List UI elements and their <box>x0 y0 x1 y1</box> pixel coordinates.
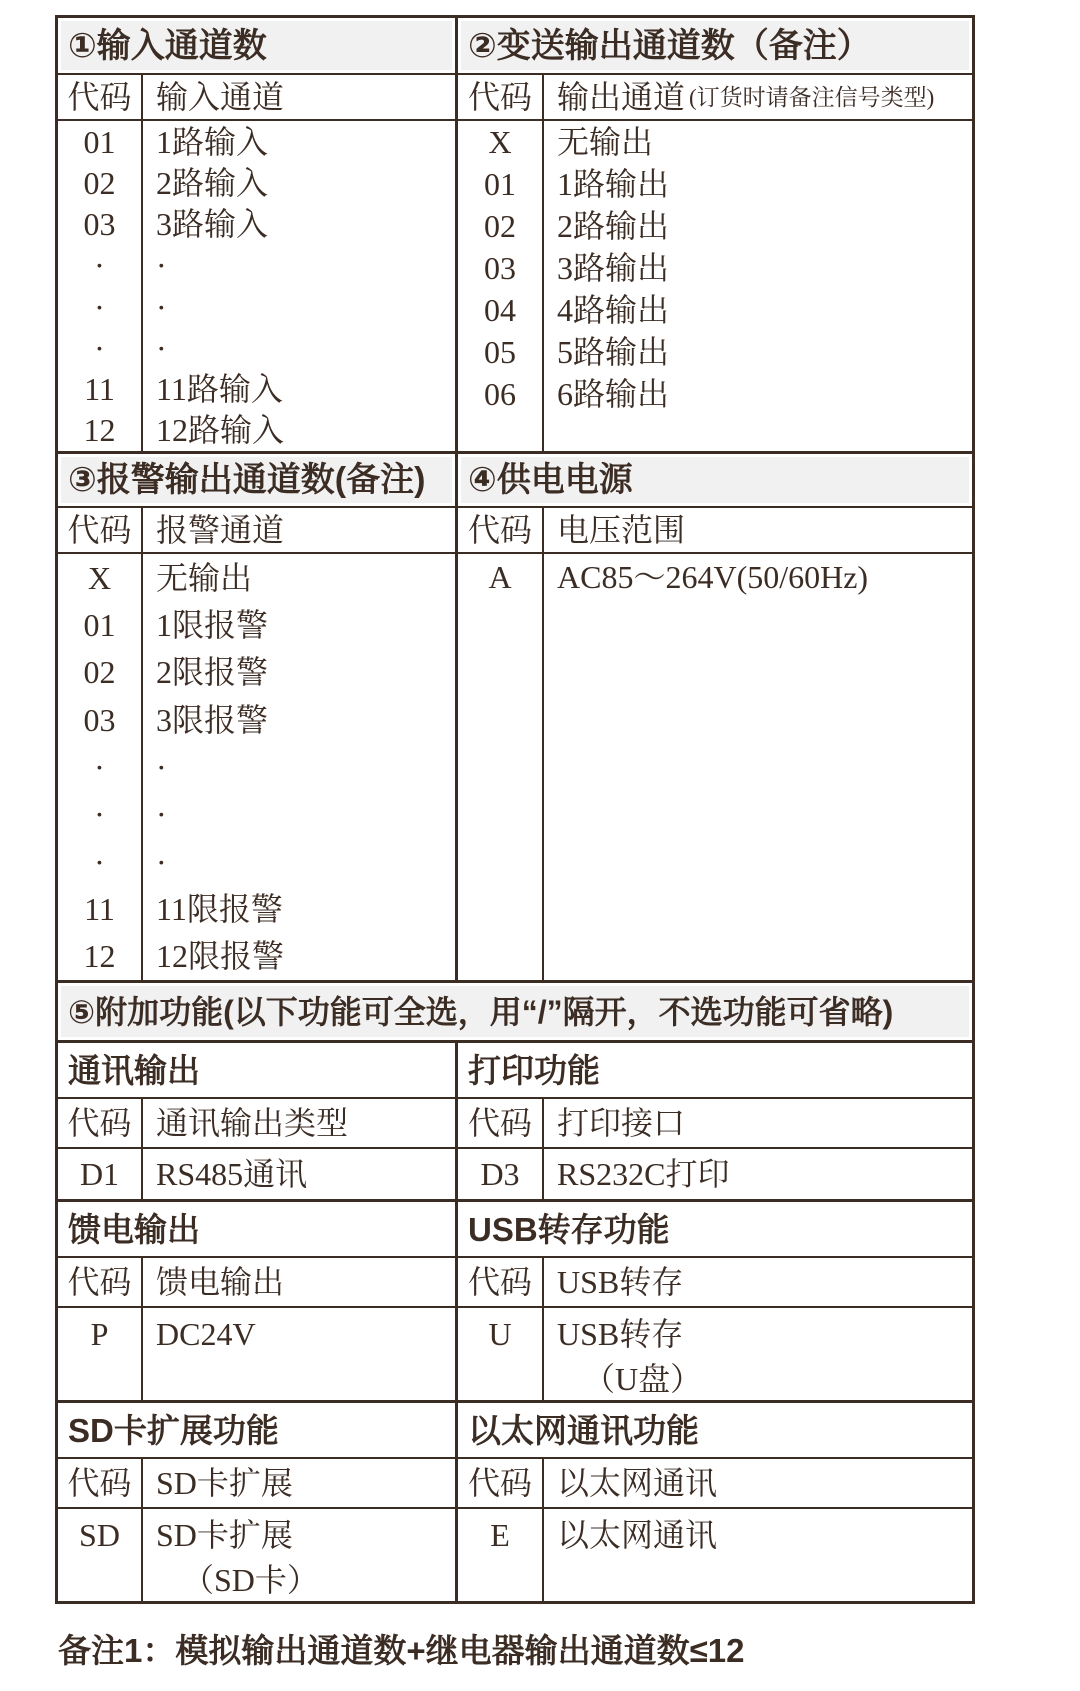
table-row <box>458 121 972 163</box>
desc-cell <box>143 1308 455 1400</box>
desc-line1: DC24V <box>156 1316 256 1352</box>
code-cell: SD <box>58 1509 143 1601</box>
desc-cell: 11路输入 <box>156 371 283 408</box>
table-row <box>58 554 455 601</box>
desc-header-cell: USB转存 <box>557 1264 684 1300</box>
desc-cell <box>544 1509 972 1601</box>
table-row <box>58 1308 455 1400</box>
desc-header-cell: SD卡扩展 <box>156 1465 293 1501</box>
section5-title-cell <box>58 983 972 1040</box>
desc-cell: 3限报警 <box>156 701 269 738</box>
table-row <box>458 289 972 331</box>
section2-table <box>458 75 972 451</box>
empty-area <box>458 415 972 451</box>
code-header-cell: 代码 <box>58 1099 143 1147</box>
desc-cell <box>544 1308 972 1400</box>
ordering-spec-table <box>55 15 975 1604</box>
section1-table <box>58 75 458 451</box>
comm-output-table <box>58 1043 458 1199</box>
section3-column-header-row <box>58 508 455 554</box>
code-cell: · <box>58 327 143 368</box>
column-header-row <box>458 1099 972 1149</box>
table-row <box>458 1509 972 1601</box>
section1-column-header-row <box>58 75 455 121</box>
usb-transfer-header: USB转存功能 <box>458 1202 972 1258</box>
code-cell: 11 <box>58 369 143 410</box>
desc-header-cell: 打印接口 <box>557 1105 686 1141</box>
code-cell: · <box>58 838 143 885</box>
section1-title-cell <box>58 18 458 73</box>
desc-header-cell: 电压范围 <box>557 512 686 548</box>
code-cell: 02 <box>58 649 143 696</box>
table-row <box>58 649 455 696</box>
desc-cell: · <box>156 796 167 833</box>
section2-title-cell <box>458 18 972 73</box>
code-cell: 06 <box>458 373 544 415</box>
desc-line1: USB转存 <box>557 1316 684 1352</box>
code-cell: 04 <box>458 289 544 331</box>
desc-cell: 无输出 <box>156 559 253 596</box>
ethernet-header: 以太网通讯功能 <box>458 1403 972 1459</box>
table-row-ellipsis <box>58 743 455 790</box>
code-cell: 12 <box>58 933 143 980</box>
table-row <box>458 1308 972 1400</box>
desc-cell: 2路输出 <box>557 208 670 244</box>
desc-line2: （SD卡） <box>182 1562 319 1598</box>
subsection-sd-ethernet <box>58 1400 972 1601</box>
desc-cell: 5路输出 <box>557 334 670 370</box>
desc-cell: 3路输出 <box>557 250 670 286</box>
section2-title: ②变送输出通道数（备注） <box>461 21 969 70</box>
usb-transfer-table <box>458 1202 972 1400</box>
code-cell: · <box>58 286 143 327</box>
sd-card-table <box>58 1403 458 1601</box>
desc-header-cell: 输入通道 <box>156 79 285 115</box>
column-header-row <box>58 1258 455 1308</box>
code-header-cell: 代码 <box>458 1099 544 1147</box>
section-1-2-title-row <box>58 18 972 75</box>
feed-power-table <box>58 1202 458 1400</box>
code-cell: 12 <box>58 410 143 451</box>
desc-cell: 2限报警 <box>156 654 269 691</box>
desc-cell: 1路输出 <box>557 166 670 202</box>
code-cell: 03 <box>58 696 143 743</box>
column-header-row <box>58 1099 455 1149</box>
desc-cell: 1路输入 <box>156 123 269 160</box>
section1-title: ①输入通道数 <box>61 21 452 70</box>
column-header-row <box>458 1459 972 1509</box>
desc-header-cell: 以太网通讯 <box>557 1465 718 1501</box>
table-row <box>58 601 455 648</box>
code-cell: D1 <box>58 1149 143 1199</box>
table-row-ellipsis <box>58 838 455 885</box>
print-function-header: 打印功能 <box>458 1043 972 1099</box>
subsection-power-usb <box>58 1199 972 1400</box>
code-cell: P <box>58 1308 143 1400</box>
desc-line2: （U盘） <box>583 1361 703 1397</box>
table-row <box>458 373 972 415</box>
table-row <box>58 410 455 451</box>
code-header-cell: 代码 <box>58 1459 143 1507</box>
desc-cell: · <box>156 329 167 366</box>
feed-power-header: 馈电输出 <box>58 1202 455 1258</box>
column-header-row <box>58 1459 455 1509</box>
code-cell: 01 <box>458 163 544 205</box>
desc-cell: AC85～264V(50/60Hz) <box>557 559 869 595</box>
code-cell: 05 <box>458 331 544 373</box>
table-row <box>58 1149 455 1199</box>
table-row <box>58 204 455 245</box>
desc-line1: SD卡扩展 <box>156 1517 293 1553</box>
desc-cell: 1限报警 <box>156 606 269 643</box>
code-cell: X <box>58 554 143 601</box>
ethernet-table <box>458 1403 972 1601</box>
code-cell: 03 <box>458 247 544 289</box>
subsection-comm-print <box>58 1043 972 1199</box>
desc-line1: 以太网通讯 <box>557 1517 718 1553</box>
code-header-cell: 代码 <box>458 1258 544 1306</box>
desc-header-cell: 馈电输出 <box>156 1264 285 1300</box>
table-row-ellipsis <box>58 245 455 286</box>
code-cell: · <box>58 791 143 838</box>
desc-cell: 3路输入 <box>156 206 269 243</box>
section2-column-header-row <box>458 75 972 121</box>
section-1-2-body <box>58 75 972 451</box>
code-cell: 01 <box>58 601 143 648</box>
code-cell: X <box>458 121 544 163</box>
code-cell: 11 <box>58 885 143 932</box>
code-cell: 03 <box>58 204 143 245</box>
desc-cell: RS232C打印 <box>557 1156 730 1192</box>
desc-cell: · <box>156 748 167 785</box>
desc-header-cell: 通讯输出类型 <box>156 1105 349 1141</box>
table-row <box>458 331 972 373</box>
section4-table <box>458 508 972 980</box>
print-function-table <box>458 1043 972 1199</box>
table-row <box>58 885 455 932</box>
table-row-ellipsis <box>58 791 455 838</box>
footnote: 备注1：模拟输出通道数+继电器输出通道数≤12 <box>58 1632 745 1669</box>
section-3-4-title-row <box>58 451 972 508</box>
code-cell: 01 <box>58 121 143 162</box>
table-row <box>458 205 972 247</box>
code-header-cell: 代码 <box>58 508 143 552</box>
code-header-cell: 代码 <box>458 75 544 119</box>
table-row <box>58 121 455 162</box>
desc-cell: 12路输入 <box>156 412 285 449</box>
desc-header-cell: 报警通道 <box>156 512 285 548</box>
section-3-4-body <box>58 508 972 980</box>
section4-column-header-row <box>458 508 972 554</box>
desc-cell: · <box>156 247 167 284</box>
sd-card-header: SD卡扩展功能 <box>58 1403 455 1459</box>
desc-cell <box>143 1509 455 1601</box>
table-row <box>58 1509 455 1601</box>
desc-cell: · <box>156 288 167 325</box>
section4-title-cell <box>458 454 972 506</box>
code-cell: A <box>458 554 544 600</box>
desc-cell: 4路输出 <box>557 292 670 328</box>
code-cell: D3 <box>458 1149 544 1199</box>
desc-cell: RS485通讯 <box>156 1156 308 1192</box>
table-row <box>58 369 455 410</box>
section3-title-cell <box>58 454 458 506</box>
table-row <box>58 933 455 980</box>
desc-header-cell <box>544 75 972 119</box>
section4-title: ④供电电源 <box>461 457 969 503</box>
desc-cell: · <box>156 843 167 880</box>
section3-title: ③报警输出通道数(备注) <box>61 457 452 503</box>
empty-area <box>458 600 972 980</box>
table-row-ellipsis <box>58 286 455 327</box>
code-header-cell: 代码 <box>58 1258 143 1306</box>
desc-cell: 12限报警 <box>156 938 285 975</box>
desc-cell: 无输出 <box>557 124 654 160</box>
code-cell: · <box>58 743 143 790</box>
code-cell: E <box>458 1509 544 1601</box>
section3-table <box>58 508 458 980</box>
table-row <box>58 162 455 203</box>
code-cell: 02 <box>58 162 143 203</box>
table-row <box>458 1149 972 1199</box>
desc-cell: 2路输入 <box>156 164 269 201</box>
table-row <box>458 554 972 600</box>
desc-header-text: 输出通道 <box>557 79 686 115</box>
code-cell: 02 <box>458 205 544 247</box>
table-row <box>58 696 455 743</box>
code-cell: · <box>58 245 143 286</box>
code-header-cell: 代码 <box>58 75 143 119</box>
section5-title: ⑤附加功能(以下功能可全选，用“/”隔开，不选功能可省略) <box>61 986 969 1037</box>
table-row-ellipsis <box>58 327 455 368</box>
table-row <box>458 163 972 205</box>
desc-cell: 11限报警 <box>156 890 283 927</box>
column-header-row <box>458 1258 972 1308</box>
comm-output-header: 通讯输出 <box>58 1043 455 1099</box>
code-cell: U <box>458 1308 544 1400</box>
table-row <box>458 247 972 289</box>
code-header-cell: 代码 <box>458 1459 544 1507</box>
desc-header-note: (订货时请备注信号类型) <box>689 84 935 110</box>
section5-title-row <box>58 980 972 1043</box>
code-header-cell: 代码 <box>458 508 544 552</box>
desc-cell: 6路输出 <box>557 376 670 412</box>
